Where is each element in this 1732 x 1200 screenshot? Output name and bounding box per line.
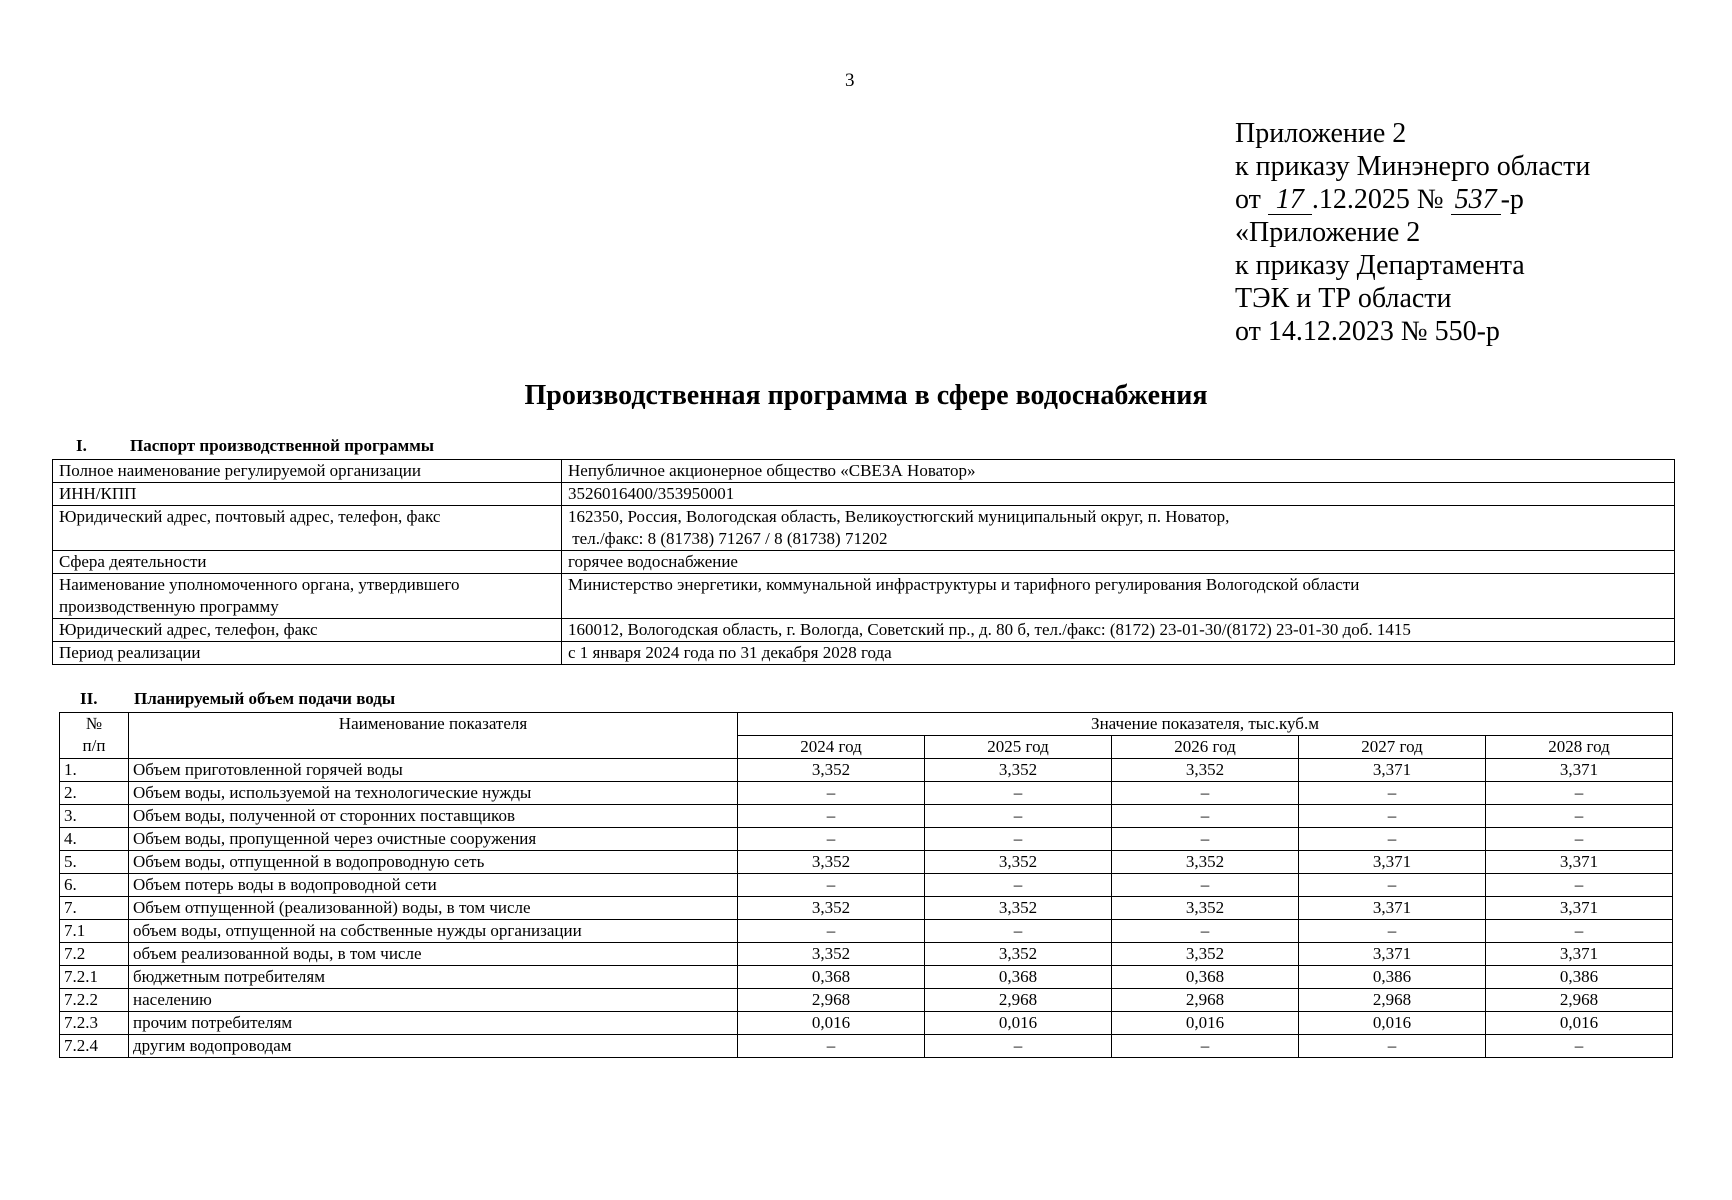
section-1-title: Паспорт производственной программы (130, 436, 435, 455)
table-row (53, 483, 1675, 506)
indicator-value: 3,371 (1299, 943, 1486, 966)
passport-value: 160012, Вологодская область, г. Вологда, Советский пр., д. 80 б, тел./факс: (8172) 23-01-30/(8172) 23-01-30 доб. 1415 (562, 619, 1675, 642)
indicator-value: 3,371 (1299, 851, 1486, 874)
indicator-value: 0,016 (1112, 1012, 1299, 1035)
indicator-value: 3,371 (1299, 897, 1486, 920)
indicator-value: 2,968 (1486, 989, 1673, 1012)
indicator-value: 0,386 (1299, 966, 1486, 989)
indicator-value: 0,368 (925, 966, 1112, 989)
indicator-name: Объем воды, используемой на технологические нужды (129, 782, 738, 805)
table-row (60, 874, 1673, 897)
section-2-title: Планируемый объем подачи воды (134, 689, 396, 708)
table-row (60, 920, 1673, 943)
indicator-value: – (738, 782, 925, 805)
indicator-value: 3,371 (1486, 851, 1673, 874)
indicator-value: – (1112, 920, 1299, 943)
row-number: 4. (60, 828, 129, 851)
row-number: 7.2 (60, 943, 129, 966)
table-row (60, 1035, 1673, 1058)
column-header-year: 2025 год (925, 736, 1112, 759)
row-number: 7. (60, 897, 129, 920)
page-number: 3 (845, 70, 855, 91)
indicator-value: – (1299, 782, 1486, 805)
indicator-value: 3,352 (738, 943, 925, 966)
indicator-value: 3,352 (738, 851, 925, 874)
indicator-value: – (738, 874, 925, 897)
table-row (53, 460, 1675, 483)
table-row (53, 619, 1675, 642)
row-number: 7.2.1 (60, 966, 129, 989)
appendix-date-prefix: от (1235, 184, 1261, 215)
indicator-name: бюджетным потребителям (129, 966, 738, 989)
indicator-value: – (738, 805, 925, 828)
indicator-value: 3,352 (1112, 897, 1299, 920)
section-2-number: II. (80, 689, 98, 708)
indicator-value: 2,968 (738, 989, 925, 1012)
table-row (53, 506, 1675, 551)
indicator-value: – (925, 874, 1112, 897)
indicator-name: Объем воды, отпущенной в водопроводную сеть (129, 851, 738, 874)
indicator-value: 2,968 (1112, 989, 1299, 1012)
indicator-value: – (738, 920, 925, 943)
indicator-value: – (925, 1035, 1112, 1058)
row-number: 6. (60, 874, 129, 897)
indicator-value: – (1299, 920, 1486, 943)
indicator-name: другим водопроводам (129, 1035, 738, 1058)
indicator-value: – (1486, 782, 1673, 805)
passport-value-line-2: тел./факс: 8 (81738) 71267 / 8 (81738) 71202 (568, 529, 888, 548)
column-header-year: 2027 год (1299, 736, 1486, 759)
passport-value: 3526016400/353950001 (562, 483, 1675, 506)
passport-label (53, 574, 562, 619)
indicator-value: 3,371 (1486, 759, 1673, 782)
column-header-number-line-1: № (85, 714, 103, 733)
indicator-value: 2,968 (1299, 989, 1486, 1012)
column-header-value-group: Значение показателя, тыс.куб.м (738, 713, 1673, 736)
appendix-date-suffix: -р (1500, 184, 1524, 215)
passport-label-line-2: производственную программу (59, 597, 279, 616)
document-title: Производственная программа в сфере водоснабжения (524, 380, 1208, 411)
table-row (53, 642, 1675, 665)
passport-label: Юридический адрес, почтовый адрес, телефон, факс (53, 506, 562, 551)
water-volume-table (59, 712, 1673, 1058)
indicator-value: – (738, 1035, 925, 1058)
indicator-value: – (1299, 874, 1486, 897)
indicator-value: – (925, 782, 1112, 805)
indicator-name: населению (129, 989, 738, 1012)
indicator-value: 3,352 (1112, 851, 1299, 874)
appendix-line-2: к приказу Минэнерго области (1235, 151, 1591, 182)
indicator-value: – (1299, 828, 1486, 851)
indicator-name: Объем потерь воды в водопроводной сети (129, 874, 738, 897)
indicator-value: – (1112, 828, 1299, 851)
indicator-value: – (925, 920, 1112, 943)
passport-table (52, 459, 1675, 665)
row-number: 7.2.4 (60, 1035, 129, 1058)
indicator-value: – (1486, 1035, 1673, 1058)
indicator-value: – (1112, 805, 1299, 828)
section-1-heading (76, 436, 434, 456)
indicator-value: – (1486, 828, 1673, 851)
column-header-number (60, 713, 129, 759)
indicator-value: 3,352 (738, 759, 925, 782)
indicator-value: 3,371 (1486, 897, 1673, 920)
passport-value: Министерство энергетики, коммунальной инфраструктуры и тарифного регулирования Вологодской области (562, 574, 1675, 619)
indicator-value: – (1299, 1035, 1486, 1058)
indicator-value: – (1112, 782, 1299, 805)
table-row (60, 828, 1673, 851)
appendix-line-1: Приложение 2 (1235, 118, 1407, 149)
indicator-value: 3,371 (1486, 943, 1673, 966)
indicator-value: – (1486, 920, 1673, 943)
row-number: 1. (60, 759, 129, 782)
table-row (60, 805, 1673, 828)
column-header-year: 2028 год (1486, 736, 1673, 759)
indicator-name: объем воды, отпущенной на собственные нужды организации (129, 920, 738, 943)
table-row (53, 574, 1675, 619)
table-row (53, 551, 1675, 574)
row-number: 3. (60, 805, 129, 828)
table-row (60, 897, 1673, 920)
row-number: 7.2.3 (60, 1012, 129, 1035)
handwritten-order-number: 537 (1451, 186, 1501, 215)
indicator-value: 0,368 (738, 966, 925, 989)
table-row (60, 851, 1673, 874)
indicator-value: – (1112, 1035, 1299, 1058)
passport-label: Юридический адрес, телефон, факс (53, 619, 562, 642)
passport-label: Сфера деятельности (53, 551, 562, 574)
indicator-value: 3,352 (925, 759, 1112, 782)
indicator-value: 0,016 (738, 1012, 925, 1035)
indicator-name: Объем отпущенной (реализованной) воды, в том числе (129, 897, 738, 920)
row-number: 2. (60, 782, 129, 805)
appendix-line-5: к приказу Департамента (1235, 250, 1525, 281)
appendix-block (1235, 117, 1590, 348)
appendix-line-6: ТЭК и ТР области (1235, 283, 1452, 314)
indicator-value: – (1299, 805, 1486, 828)
table-row (60, 782, 1673, 805)
passport-value-line-1: 162350, Россия, Вологодская область, Великоустюгский муниципальный округ, п. Новатор, (568, 507, 1230, 526)
table-row (60, 989, 1673, 1012)
passport-value: горячее водоснабжение (562, 551, 1675, 574)
table-row (60, 966, 1673, 989)
passport-label-line-1: Наименование уполномоченного органа, утвердившего (59, 575, 460, 594)
row-number: 5. (60, 851, 129, 874)
passport-label: Полное наименование регулируемой организации (53, 460, 562, 483)
handwritten-day: 17 (1268, 186, 1312, 215)
column-header-year: 2026 год (1112, 736, 1299, 759)
indicator-value: – (1486, 805, 1673, 828)
indicator-value: 3,371 (1299, 759, 1486, 782)
indicator-value: 3,352 (925, 897, 1112, 920)
appendix-line-4: «Приложение 2 (1235, 217, 1421, 248)
indicator-value: 3,352 (738, 897, 925, 920)
appendix-line-7: от 14.12.2023 № 550-р (1235, 316, 1500, 347)
appendix-date-mid: .12.2025 № (1311, 184, 1444, 215)
indicator-value: 3,352 (1112, 759, 1299, 782)
table-header-row (60, 713, 1673, 736)
indicator-value: 0,386 (1486, 966, 1673, 989)
indicator-name: Объем воды, пропущенной через очистные сооружения (129, 828, 738, 851)
indicator-name: Объем приготовленной горячей воды (129, 759, 738, 782)
indicator-value: – (738, 828, 925, 851)
row-number: 7.2.2 (60, 989, 129, 1012)
indicator-value: – (925, 828, 1112, 851)
indicator-value: – (1486, 874, 1673, 897)
table-row (60, 943, 1673, 966)
indicator-name: прочим потребителям (129, 1012, 738, 1035)
indicator-value: 0,016 (1299, 1012, 1486, 1035)
table-row (60, 1012, 1673, 1035)
passport-value: с 1 января 2024 года по 31 декабря 2028 года (562, 642, 1675, 665)
passport-label: ИНН/КПП (53, 483, 562, 506)
indicator-value: 2,968 (925, 989, 1112, 1012)
indicator-value: – (1112, 874, 1299, 897)
section-2-heading (80, 689, 395, 709)
indicator-value: – (925, 805, 1112, 828)
indicator-value: 0,016 (1486, 1012, 1673, 1035)
indicator-name: Объем воды, полученной от сторонних поставщиков (129, 805, 738, 828)
indicator-value: 3,352 (1112, 943, 1299, 966)
indicator-value: 3,352 (925, 851, 1112, 874)
appendix-line-3 (1235, 183, 1590, 216)
row-number: 7.1 (60, 920, 129, 943)
indicator-name: объем реализованной воды, в том числе (129, 943, 738, 966)
indicator-value: 3,352 (925, 943, 1112, 966)
passport-value (562, 506, 1675, 551)
section-1-number: I. (76, 436, 87, 455)
column-header-name: Наименование показателя (129, 713, 738, 759)
indicator-value: 0,368 (1112, 966, 1299, 989)
indicator-value: 0,016 (925, 1012, 1112, 1035)
column-header-year: 2024 год (738, 736, 925, 759)
table-row (60, 759, 1673, 782)
column-header-number-line-2: п/п (82, 736, 106, 755)
passport-label: Период реализации (53, 642, 562, 665)
passport-value: Непубличное акционерное общество «СВЕЗА Новатор» (562, 460, 1675, 483)
